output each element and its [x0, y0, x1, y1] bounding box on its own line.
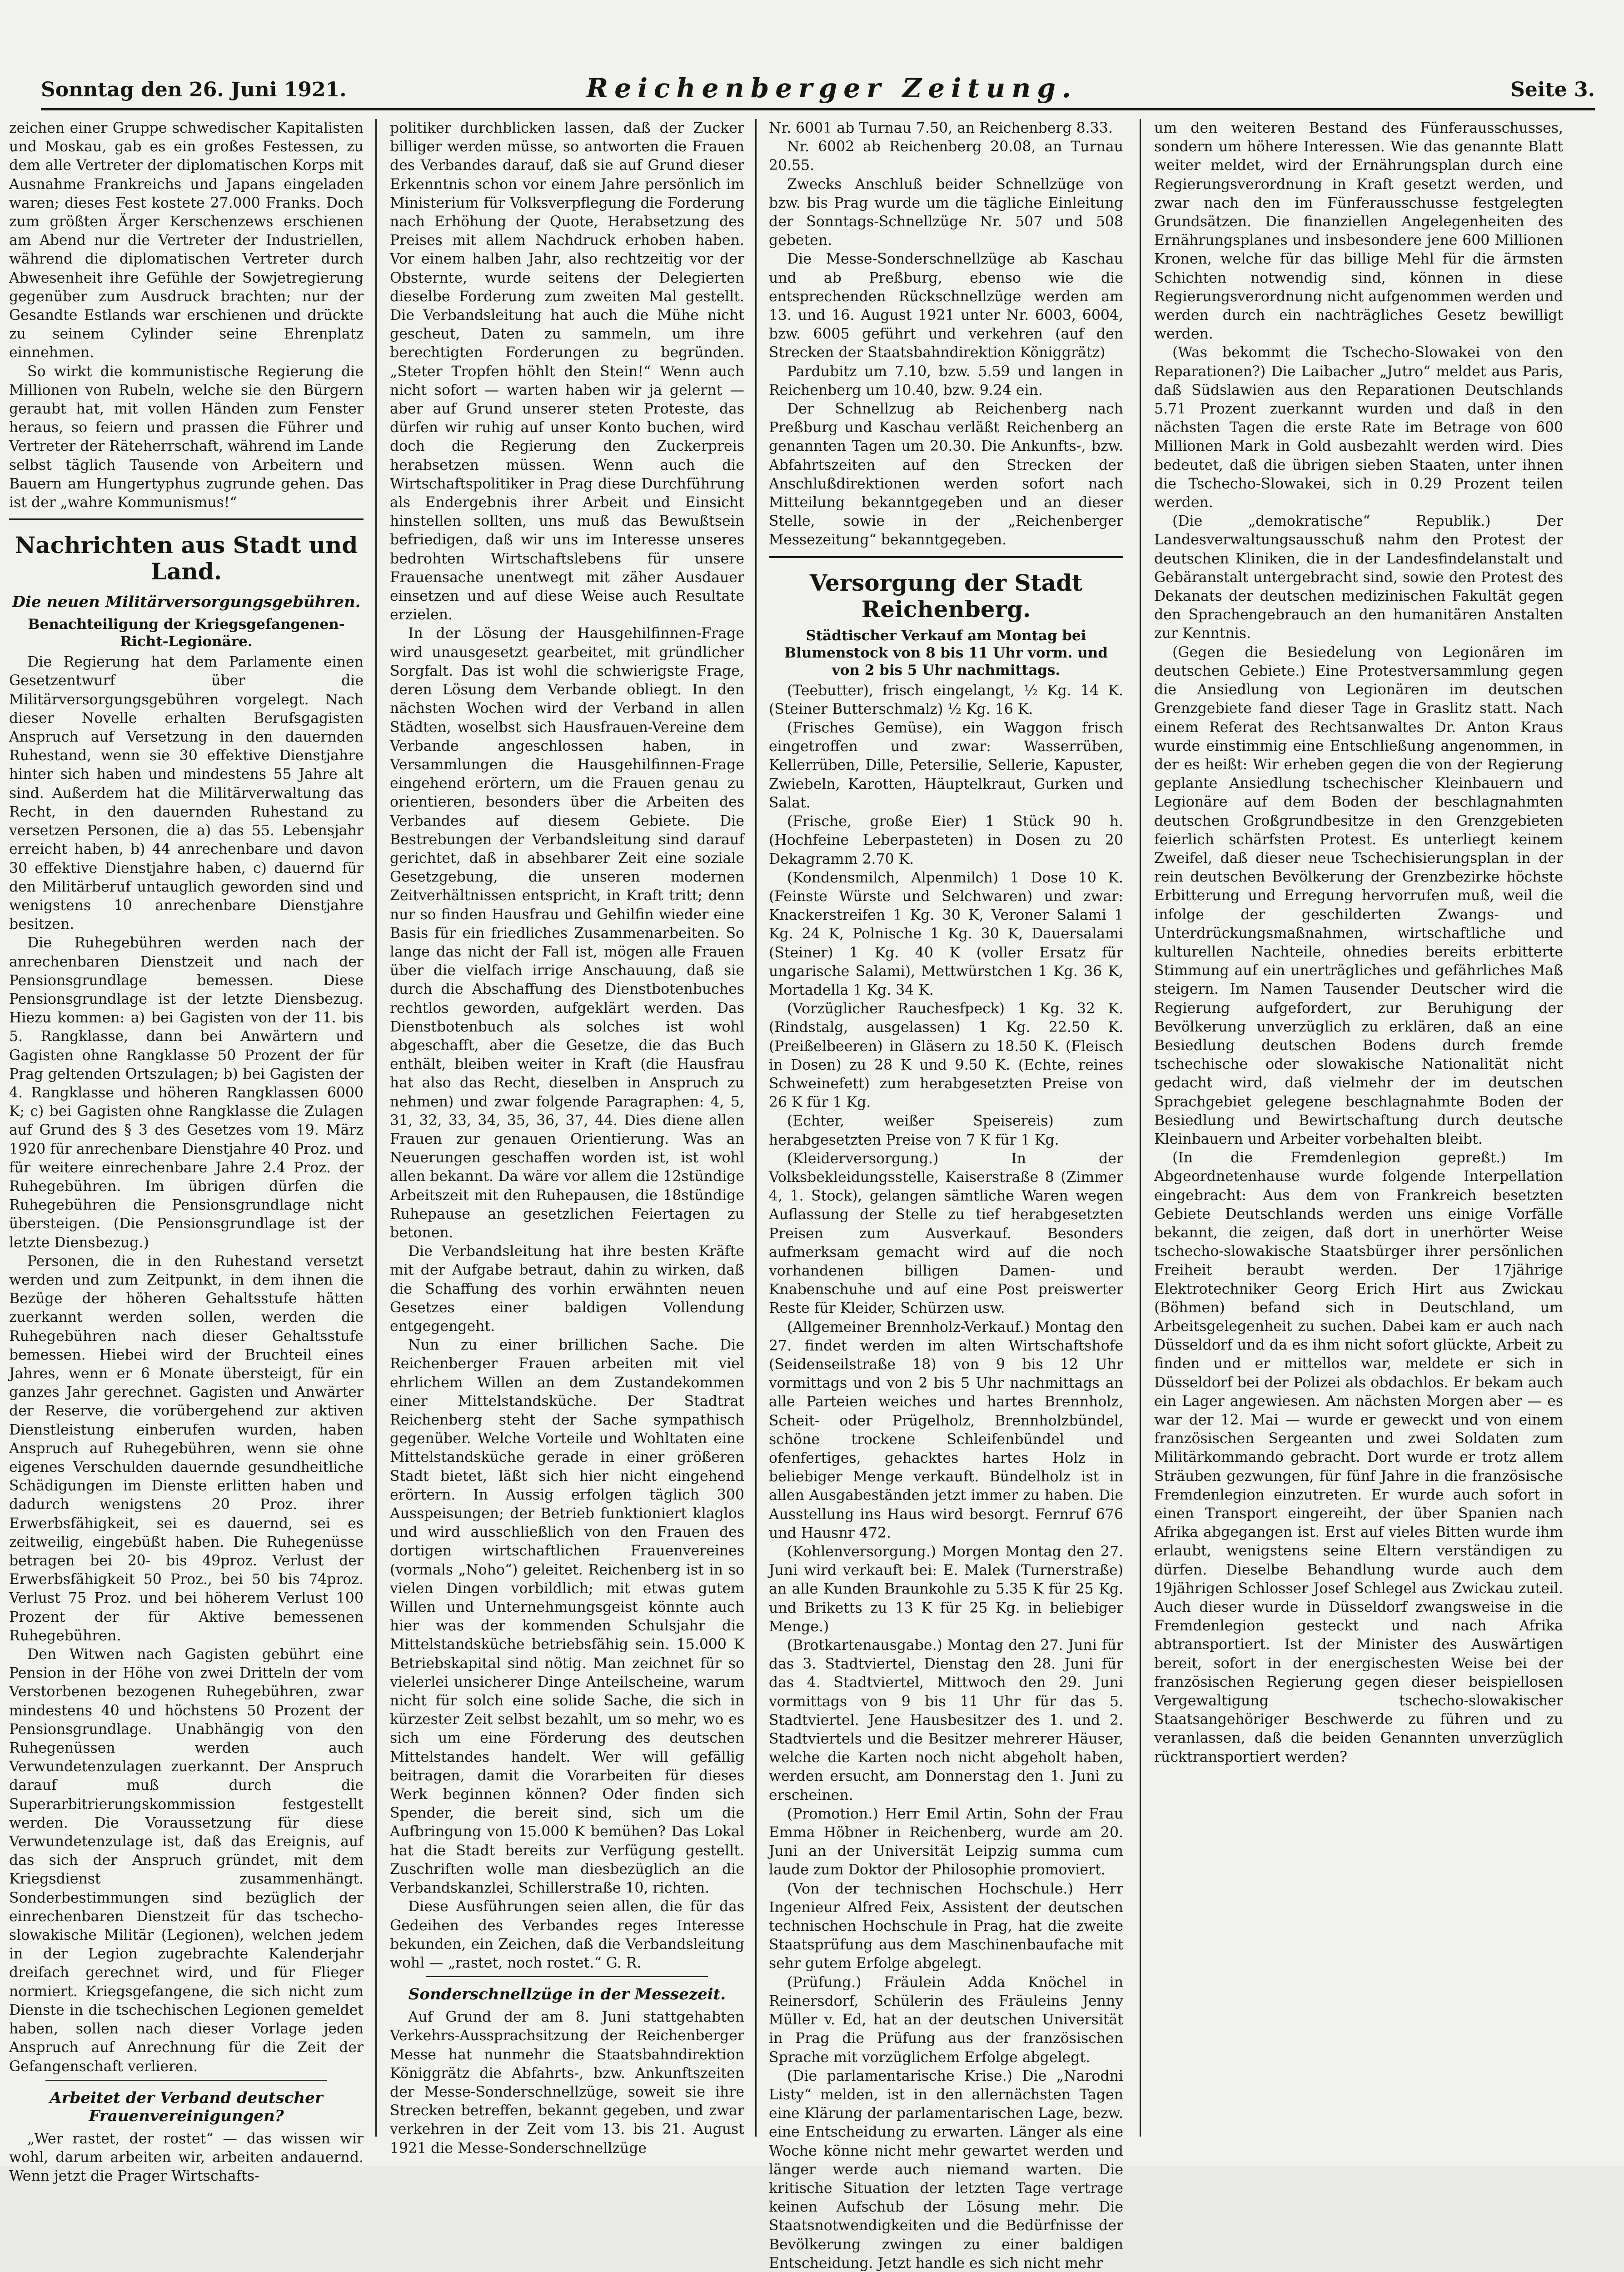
page-number: Seite 3. [1510, 78, 1595, 101]
paragraph: Die Ruhegebühren werden nach der anrechenbaren Dienstzeit und nach der Pensionsgrundlage bemessen. Diese Pensionsgrundlage ist der letzte Diensbezug. Hiezu kommen: a) bei Gagisten von der 11. bis 5. Rangklasse, dann bei Anwärtern und Gagisten ohne Rangklasse 50 Prozent der für Prag geltenden Ortszulagen; b) bei Gagisten der 4. Rangklasse und höheren Rangklassen 6000 K; c) bei Gagisten ohne Rangklasse die Zulagen auf Grund des § 3 des Gesetzes vom 19. März 1920 für anrechenbare Dienstjahre 40 Proz. und für weitere einrechenbare Jahre 2.4 Proz. der Ruhegebühren. Im übrigen dürfen die Ruhegebühren die Pensionsgrundlage nicht übersteigen. (Die Pensionsgrundlage ist der letzte Diensbezug.) [9, 935, 364, 1251]
paragraph: „Wer rastet, der rostet“ — das wissen wir wohl, darum arbeiten wir, arbeiten andauernd. Wenn jetzt die Prager Wirtschafts- [9, 2130, 364, 2185]
paragraph: (Frische, große Eier) 1 Stück 90 h. (Hochfeine Leberpasteten) in Dosen zu 20 Dekagramm 2.70 K. [769, 813, 1123, 867]
paragraph: (Teebutter), frisch eingelangt, ½ Kg. 14 K. (Steiner Butterschmalz) ½ Kg. 16 K. [769, 682, 1123, 717]
paragraph: Auf Grund der am 8. Juni stattgehabten Verkehrs-Aussprachsitzung der Reichenberger Messe hat nunmehr die Staatsbahndirektion Königgrätz die Abfahrts-, bzw. Ankunftszeiten der Messe-Sonderschnellzüge, soweit sie ihre Strecken betreffen, bekannt gegeben, und zwar verkehren in der Zeit vom 13. bis 21. August 1921 die Messe-Sonderschnellzüge [390, 2009, 744, 2157]
paragraph: (Gegen die Besiedelung von Legionären im deutschen Gebiete.) Eine Protestversammlung gegen die Ansiedlung von Legionären im deutschen Grenzgebiete fand dieser Tage in Graslitz statt. Nach einem Referat des Rechtsanwaltes Dr. Anton Kraus wurde einstimmig eine Entschließung angenommen, in der es heißt: Wir erheben gegen die von der Regierung geplante Ansiedlung tschechischer Kleinbauern und Legionäre auf dem Boden der beschlagnahmten deutschen Großgrundbesitze in den Grenzgebieten feierlich schärfsten Protest. Es unterliegt keinem Zweifel, daß dieser neue Tschechisierungsplan in der rein deutschen Bevölkerung der Grenzbezirke höchste Erbitterung und Erregung hervorrufen muß, weil die infolge der geschilderten Zwangs- und Unterdrückungsmaßnahmen, wirtschaftliche und kulturellen Nachteile, ohnedies bereits erbitterte Stimmung auf ein unerträgliches und gefährliches Maß steigern. Im Namen Tausender Deutscher wird die Regierung aufgefordert, zur Beruhigung der Bevölkerung unverzüglich zu erklären, daß an eine Besiedlung deutschen Bodens durch fremde tschechische oder slowakische Nationalität nicht gedacht wird, daß vielmehr der im deutschen Sprachgebiet gelegene beschlagnahmte Boden der Besiedlung und Bewirtschaftung durch deutsche Kleinbauern und Arbeiter vorbehalten bleibt. [1154, 644, 1563, 1147]
section-heading: Nachrichten aus Stadt und Land. [15, 532, 358, 585]
paragraph: (Frisches Gemüse), ein Waggon frisch eingetroffen und zwar: Wasserrüben, Kellerrüben, Dille, Petersilie, Sellerie, Kapuster, Zwiebeln, Karotten, Häuptelkraut, Gurken und Salat. [769, 720, 1123, 811]
header-rule [41, 108, 1595, 110]
column-divider [755, 119, 757, 2137]
paragraph: Nr. 6001 ab Turnau 7.50, an Reichenberg 8.33. [769, 120, 1113, 136]
column-4 [1154, 119, 1563, 2137]
paragraph: (Promotion.) Herr Emil Artin, Sohn der Frau Emma Höbner in Reichenberg, wurde am 20. Juni an der Universität Leipzig summa cum laude zum Doktor der Philosophie promoviert. [769, 1805, 1123, 1878]
page-header [41, 73, 1595, 105]
article-heading: Die neuen Militärversorgungsgebühren. [12, 593, 361, 612]
paragraph: (In die Fremdenlegion gepreßt.) Im Abgeordnetenhause wurde folgende Interpellation eingebracht: Aus dem von Frankreich besetzten Gebiete Deutschlands werden uns einige Vorfälle bekannt, die zeigen, daß dort in unerhörter Weise tschecho-slowakische Staatsbürger ihrer persönlichen Freiheit beraubt werden. Der 17jährige Elektrotechniker Georg Erich Hirt aus Zwickau (Böhmen) befand sich in Deutschland, um Arbeitsgelegenheit zu suchen. Dabei kam er auch nach Düsseldorf und da es ihm nicht sofort glückte, Arbeit zu finden und er mittellos war, meldete er sich in Düsseldorf bei der Polizei als obdachlos. Er bekam auch ein Lager angewiesen. Am nächsten Morgen aber — es war der 12. Mai — wurde er geweckt und von einem französischen Sergeanten und zwei Soldaten zum Militärkommando gebracht. Dort wurde er trotz allem Sträuben gezwungen, für fünf Jahre in die französische Fremdenlegion einzutreten. Er wurde auch sofort in einen Transport eingereiht, der über Spanien nach Afrika abgegangen ist. Erst auf vieles Bitten wurde ihm erlaubt, wenigstens seine Eltern verständigen zu dürfen. Dieselbe Behandlung wurde auch dem 19jährigen Schlosser Josef Schlegel aus Zwickau zuteil. Auch dieser wurde in Düsseldorf zwangsweise in die Fremdenlegion gesteckt und nach Afrika abtransportiert. Ist der Minister des Auswärtigen bereit, sofort in der energischesten Weise bei der französischen Regierung gegen dieser beispiellosen Vergewaltigung tschecho-slowakischer Staatsangehöriger Beschwerde zu führen und zu veranlassen, daß die beiden Genannten unverzüglich rücktransportiert werden? [1154, 1150, 1563, 1765]
article-subheading: Benachteiligung der Kriegsgefangenen- Richt-Legionäre. [28, 616, 345, 650]
paragraph: (Von der technischen Hochschule.) Herr Ingenieur Alfred Feix, Assistent der deutschen technischen Hochschule in Prag, hat die zweite Staatsprüfung aus dem Maschinenbaufache mit sehr gutem Erfolge abgelegt. [769, 1880, 1123, 1972]
column-3 [769, 119, 1123, 2272]
paragraph: (Echter, weißer Speisereis) zum herabgesetzten Preise von 7 K für 1 Kg. [769, 1113, 1123, 1148]
paragraph: um den weiteren Bestand des Fünferausschusses, sondern um höhere Interessen. Wie das genannte Blatt weiter meldet, wird der Ernährungsplan durch eine Regierungsverordnung in Kraft gesetzt werden, und zwar nach den im Fünferausschusse festgelegten Grundsätzen. Die finanziellen Angelegenheiten des Ernährungsplanes und insbesondere jene 600 Millionen Kronen, welche für das billige Mehl für die ärmsten Schichten notwendig sind, können in diese Regierungsverordnung nicht aufgenommen werden und werden durch ein nachträgliches Gesetz bewilligt werden. [1154, 120, 1563, 343]
header-date: Sonntag den 26. Juni 1921. [41, 78, 347, 101]
paragraph: (Was bekommt die Tschecho-Slowakei von den Reparationen?) Die Laibacher „Jutro“ meldet aus Paris, daß Südslawien aus den Reparationen Deutschlands 5.71 Prozent zuerkannt wurden und daß in den nächsten Tagen die erste Rate im Betrage von 600 Millionen Mark in Gold ausbezahlt werden wird. Dies bedeutet, daß die übrigen sieben Staaten, unter ihnen die Tschecho-Slowakei, sich in 0.29 Prozent teilen werden. [1154, 344, 1563, 511]
paragraph: Personen, die in den Ruhestand versetzt werden und zum Zeitpunkt, in dem ihnen die Bezüge der höheren Gehaltsstufe hätten zuerkannt werden sollen, werden die Ruhegebühren nach dieser Gehaltsstufe bemessen. Hiebei wird der Bruchteil eines Jahres, wenn er 6 Monate übersteigt, für ein ganzes Jahr gerechnet. Gagisten und Anwärter der Reserve, die vorübergehend zur aktiven Dienstleistung einberufen wurden, haben Anspruch auf Ruhegebühren, wenn sie ohne eigenes Verschulden dauernde gesundheitliche Schädigungen im Dienste erlitten haben und dadurch wenigstens 20 Proz. ihrer Erwerbsfähigkeit, sei es dauernd, sei es zeitweilig, eingebüßt haben. Die Ruhegenüsse betragen bei 20- bis 49proz. Verlust der Erwerbsfähigkeit 50 Proz., bei 50 bis 74proz. Verlust 75 Proz. und bei höherem Verlust 100 Prozent der für Aktive bemessenen Ruhegebühren. [9, 1253, 364, 1644]
article-rule [426, 1976, 708, 1977]
article-subheading: Städtischer Verkauf am Montag bei Blumenstock von 8 bis 11 Uhr vorm. und von 2 bis 5 Uhr nachmittags. [784, 627, 1108, 678]
paragraph: Die Regierung hat dem Parlamente einen Gesetzentwurf über die Militärversorgungsgebühren vorgelegt. Nach dieser Novelle erhalten Berufsgagisten Anspruch auf Versetzung in den dauernden Ruhestand, wenn sie 30 effektive Dienstjahre hinter sich haben und mindestens 55 Jahre alt sind. Außerdem hat die Militärverwaltung das Recht, in den dauernden Ruhestand zu versetzen Personen, die a) das 55. Lebensjahr erreicht haben, b) 44 anrechenbare und davon 30 effektive Dienstjahre haben, c) dauernd für den Militärberuf untauglich geworden sind und wenigstens 10 anrechenbare Dienstjahre besitzen. [9, 654, 364, 933]
column-divider [1140, 119, 1141, 2137]
column-2 [390, 119, 744, 2157]
article-rule [45, 2080, 327, 2081]
paragraph: Diese Ausführungen seien allen, die für das Gedeihen des Verbandes reges Interesse bekunden, ein Zeichen, daß die Verbandsleitung wohl — „rastet, noch rostet.“ G. R. [390, 1898, 744, 1971]
newspaper-title: Reichenberger Zeitung. [586, 73, 1078, 104]
paragraph: Nr. 6002 ab Reichenberg 20.08, an Turnau 20.55. [769, 139, 1123, 174]
paragraph: (Kondensmilch, Alpenmilch) 1 Dose 10 K. (Feinste Würste und Selchwaren) und zwar: Knackerstreifen 1 Kg. 30 K, Veroner Salami 1 Kg. 24 K, Polnische 1 Kg. 30 K, Dauersalami (Steiner) 1 Kg. 40 K (voller Ersatz für ungarische Salami), Mettwürstchen 1 Kg. 36 K, Mortadella 1 Kg. 34 K. [769, 869, 1123, 998]
section-rule [9, 518, 364, 520]
paragraph: Zwecks Anschluß beider Schnellzüge von bzw. bis Prag wurde um die tägliche Einleitung der Sonntags-Schnellzüge Nr. 507 und 508 gebeten. [769, 176, 1123, 249]
column-divider [375, 119, 377, 2137]
section-rule [769, 556, 1123, 558]
paragraph: (Kohlenversorgung.) Morgen Montag den 27. Juni wird verkauft bei: E. Malek (Turnerstraße) an alle Kunden Braunkohle zu 5.35 K für 25 Kg. und Briketts zu 13 K für 25 Kg. in beliebiger Menge.) [769, 1544, 1123, 1635]
paragraph: Die Verbandsleitung hat ihre besten Kräfte mit der Aufgabe betraut, dahin zu wirken, daß die Schaffung des vorhin erwähnten neuen Gesetzes einer baldigen Vollendung entgegengeht. [390, 1243, 744, 1335]
paragraph: Der Schnellzug ab Reichenberg nach Preßburg und Kaschau verläßt Reichenberg an genannten Tagen um 20.30. Die Ankunfts-, bzw. Abfahrtszeiten auf den Strecken der Anschlußdirektionen werden sofort nach Mitteilung bekanntgegeben und an dieser Stelle, sowie in der „Reichenberger Messezeitung“ bekanntgegeben. [769, 401, 1123, 548]
paragraph: (Allgemeiner Brennholz-Verkauf.) Montag den 27. findet werden im alten Wirtschaftshofe (Seidenseilstraße 18) von 9 bis 12 Uhr vormittags und von 2 bis 5 Uhr nachmittags an alle Parteien weiches und hartes Brennholz, Scheit- oder Prügelholz, Brennholzbündel, schöne trockene Schleifenbündel und ofenfertiges, gehacktes hartes Holz in beliebiger Menge verkauft. Bündelholz ist in allen Ausgabeständen jetzt immer zu haben. Die Ausstellung ins Haus wird besorgt. Fernruf 676 und Hausnr 472. [769, 1319, 1123, 1541]
paragraph: (Prüfung.) Fräulein Adda Knöchel in Reinersdorf, Schülerin des Fräuleins Jenny Müller v. Ed, hat an der deutschen Universität in Prag die Prüfung aus der französischen Sprache mit vorzüglichem Erfolge abgelegt. [769, 1974, 1123, 2066]
paragraph: So wirkt die kommunistische Regierung die Millionen von Rubeln, welche sie den Bürgern geraubt hat, mit vollen Händen zum Fenster heraus, so feiern und prassen die Führer und Vertreter der Räteherrschaft, während im Lande selbst täglich Tausende von Arbeitern und Bauern am Hungertyphus zugrunde gehen. Das ist der „wahre Kommunismus!“ [9, 363, 364, 511]
column-1 [9, 119, 364, 2185]
paragraph: politiker durchblicken lassen, daß der Zucker billiger werden müsse, so antworten die Frauen des Verbandes darauf, daß sie auf Grund dieser Erkenntnis schon vor einem Jahre persönlich im Ministerium für Volksverpflegung die Forderung nach Erhöhung der Quote, Herabsetzung des Preises mit allem Nachdruck erhoben haben. Vor einem halben Jahr, also rechtzeitig vor der Obsternte, wurde seitens der Delegierten dieselbe Forderung zum zweiten Mal gestellt. Die Verbandsleitung hat auch die Mühe nicht gescheut, Daten zu sammeln, um ihre berechtigten Forderungen zu begründen. „Steter Tropfen höhlt den Stein!“ Wenn auch nicht sofort — warten haben wir ja gelernt — aber auf Grund unserer steten Proteste, das dürfen wir ruhig auf unser Konto buchen, wird doch die Regierung den Zuckerpreis herabsetzen müssen. Wenn auch die Wirtschaftspolitiker in Prag diese Durchführung als Endergebnis ihrer Arbeit und Einsicht hinstellen sollten, uns muß das Bewußtsein befriedigen, daß wir uns im Interesse unseres bedrohten Wirtschaftslebens für unsere Frauensache unentwegt mit zäher Ausdauer einsetzen und auf diese Weise auch Resultate erzielen. [390, 120, 744, 623]
paragraph: zeichen einer Gruppe schwedischer Kapitalisten und Moskau, gab es ein großes Festessen, zu dem alle Vertreter der diplomatischen Korps mit Ausnahme Frankreichs und Japans eingeladen waren; dieses Fest kostete 27.000 Franks. Doch zum größten Ärger Kerschenzews erschienen am Abend nur die Vertreter der Industriellen, während die diplomatischen Vertreter durch Abwesenheit ihre Gefühle der Sowjetregierung gegenüber zum Ausdruck brachten; nur der Gesandte Estlands war erschienen und drückte zu seinem Cylinder seine Ehrenplatz einnehmen. [9, 120, 364, 361]
paragraph: (Die „demokratische“ Republik.) Der Landesverwaltungsausschuß nahm den Protest der deutschen Kliniken, die in der Landesfindelanstalt und Gebäranstalt untergebracht sind, sowie den Protest des Dekanats der deutschen medizinischen Fakultät gegen den Sprachengebrauch an den humanitären Anstalten zur Kenntnis. [1154, 513, 1563, 642]
paragraph: (Die parlamentarische Krise.) Die „Narodni Listy“ melden, ist in den allernächsten Tagen eine Klärung der parlamentarischen Lage, bezw. eine Entscheidung zu erwarten. Länger als eine Woche könne nicht mehr gewartet werden und länger werde auch niemand warten. Die kritische Situation der letzten Tage vertrage keinen Aufschub der Lösung mehr. Die Staatsnotwendigkeiten und die Bedürfnisse der Bevölkerung zwingen zu einer baldigen Entscheidung. Jetzt handle es sich nicht mehr [769, 2068, 1123, 2272]
paragraph: Die Messe-Sonderschnellzüge ab Kaschau und ab Preßburg, ebenso wie die entsprechenden Rückschnellzüge werden am 13. und 16. August 1921 unter Nr. 6003, 6004, bzw. 6005 geführt und verkehren (auf den Strecken der Staatsbahndirektion Königgrätz) [769, 251, 1123, 361]
article-heading: Arbeitet der Verband deutscher Frauenvereinigungen? [50, 2088, 323, 2125]
paragraph: (Kleiderversorgung.) In der Volksbekleidungsstelle, Kaiserstraße 8 (Zimmer 4, 1. Stock), gelangen sämtliche Waren wegen Auflassung der Stelle zu tief herabgesetzten Preisen zum Ausverkauf. Besonders aufmerksam gemacht wird auf die noch vorhandenen billigen Damen- und Knabenschuhe und auf eine Post preiswerter Reste für Kleider, Schürzen usw. [769, 1150, 1123, 1317]
paragraph: (Brotkartenausgabe.) Montag den 27. Juni für das 3. Stadtviertel, Dienstag den 28. Juni für das 4. Stadtviertel, Mittwoch den 29. Juni vormittags von 9 bis 11 Uhr für das 5. Stadtviertel. Jene Hausbesitzer des 1. und 2. Stadtviertels und die Besitzer mehrerer Häuser, welche die Karten noch nicht abgeholt haben, werden ersucht, am Donnerstag den 1. Juni zu erscheinen. [769, 1637, 1123, 1804]
paragraph: Nun zu einer brillichen Sache. Die Reichenberger Frauen arbeiten mit viel ehrlichem Willen an dem Zustandekommen einer Mittelstandsküche. Der Stadtrat Reichenberg steht der Sache sympathisch gegenüber. Welche Vorteile und Wohltaten eine Mittelstandsküche gerade in einer größeren Stadt bietet, läßt sich hier nicht eingehend erörtern. In Aussig erfolgen täglich 300 Ausspeisungen; der Betrieb funktioniert klaglos und wird ausschließlich von den Frauen des dortigen wirtschaftlichen Frauenvereines (vormals „Noho“) geleitet. Reichenberg ist in so vielen Dingen vorbildlich; mit etwas gutem Willen und Unternehmungsgeist könnte auch hier was der kommenden Schulsjahr die Mittelstandsküche betriebsfähig sein. 15.000 K Betriebskapital sind nötig. Man zeichnet für so vielerlei unsicherer Dinge Anteilscheine, warum nicht für solch eine solide Sache, die sich in kürzester Zeit selbst bezahlt, um so mehr, wo es sich um eine Förderung des deutschen Mittelstandes handelt. Wer will gefällig beitragen, damit die Vorarbeiten für dieses Werk beginnen können? Oder finden sich Spender, die bereit sind, sich um die Aufbringung von 15.000 K bemühen? Das Lokal hat die Stadt bereits zur Verfügung gestellt. Zuschriften wolle man diesbezüglich an die Verbandskanzlei, Schillerstraße 10, richten. [390, 1337, 744, 1897]
paragraph: Pardubitz um 7.10, bzw. 5.59 und langen in Reichenberg um 10.40, bzw. 9.24 ein. [769, 363, 1123, 399]
section-heading: Versorgung der Stadt Reichenberg. [809, 569, 1083, 623]
article-heading: Sonderschnellzüge in der Messezeit. [408, 1985, 726, 2004]
paragraph: (Vorzüglicher Rauchesfpeck) 1 Kg. 32 K. (Rindstalg, ausgelassen) 1 Kg. 22.50 K. (Preißelbeeren) in Gläsern zu 18.50 K. (Fleisch in Dosen) zu 28 K und 9.50 K. (Echte, reines Schweinefett) zum herabgesetzten Preise von 26 K für 1 Kg. [769, 1001, 1123, 1111]
paragraph: Den Witwen nach Gagisten gebührt eine Pension in der Höhe von zwei Dritteln der vom Verstorbenen bezogenen Ruhegebühren, zwar mindestens 40 und höchstens 50 Prozent der Pensionsgrundlage. Unabhängig von den Ruhegenüssen werden auch Verwundetenzulagen zuerkannt. Der Anspruch darauf muß durch die Superarbitrierungskommission festgestellt werden. Die Voraussetzung für diese Verwundetenzulage ist, daß das Ereignis, auf das sich der Anspruch gründet, mit dem Kriegsdienst zusammenhängt. Sonderbestimmungen sind bezüglich der einrechenbaren Dienstzeit für das tschecho-slowakische Militär (Legionen), welchen jedem in der Legion zugebrachte Kalenderjahr dreifach gerechnet wird, und für Flieger normiert. Kriegsgefangene, die sich nicht zum Dienste in die tschechischen Legionen gemeldet haben, sollen nach dieser Vorlage jeden Anspruch auf Anrechnung für die Zeit der Gefangenschaft verlieren. [9, 1646, 364, 2075]
paragraph: In der Lösung der Hausgehilfinnen-Frage wird unausgesetzt gearbeitet, mit gründlicher Sorgfalt. Das ist wohl die schwierigste Frage, deren Lösung dem Verbande obliegt. In den nächsten Wochen wird der Verband in allen Städten, woselbst sich Hausfrauen-Vereine dem Verbande angeschlossen haben, in Versammlungen die Hausgehilfinnen-Frage eingehend erörtern, um die Frauen genau zu orientieren, besonders über die Arbeiten des Verbandes auf diesem Gebiete. Die Bestrebungen der Verbandsleitung sind darauf gerichtet, daß in absehbarer Zeit eine soziale Gesetzgebung, die unseren modernen Zeitverhältnissen entspricht, in Kraft tritt; denn nur so finden Hausfrau und Gehilfin wieder eine Basis für ein friedliches Zusammenarbeiten. So lange das nicht der Fall ist, mögen alle Frauen über die vielfach irrige Anschauung, daß sie durch die Abschaffung des Dienstbotenbuches rechtlos geworden, aufgeklärt werden. Das Dienstbotenbuch als solches ist wohl abgeschafft, aber die Gesetze, die das Buch enthält, bleiben weiter in Kraft (die Hausfrau hat also das Recht, dieselben in Anspruch zu nehmen) und zwar folgende Paragraphen: 4, 5, 31, 32, 33, 34, 35, 36, 37, 44. Dies diene allen Frauen zur genauen Orientierung. Was an Neuerungen geschaffen worden ist, ist wohl allen bekannt. Da wäre vor allem die 12stündige Arbeitszeit mit den Ruhepausen, die 18stündige Ruhepause an gesetzlichen Feiertagen zu betonen. [390, 625, 744, 1241]
